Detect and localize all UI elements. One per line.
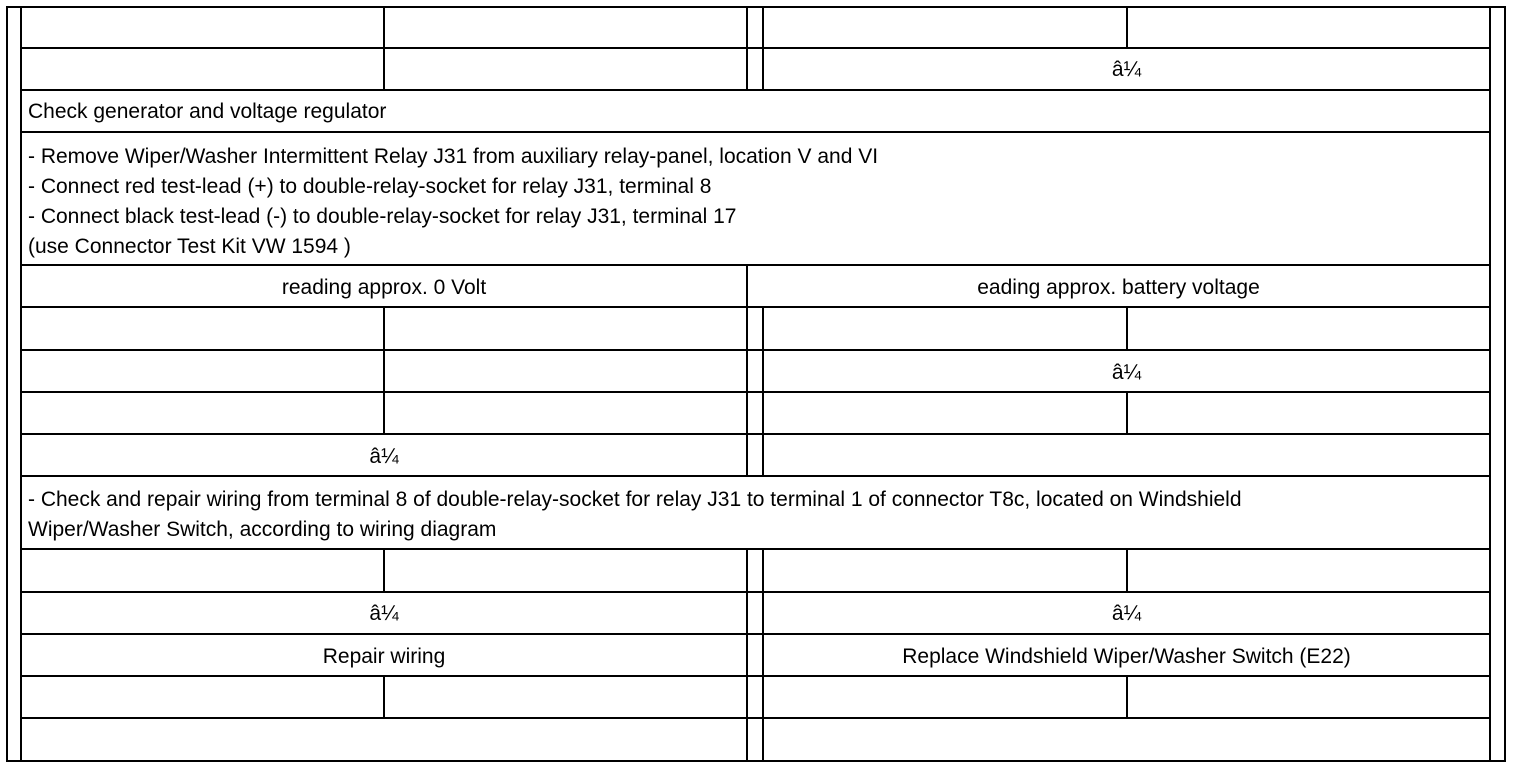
quarter-divider-right xyxy=(1126,548,1128,591)
quarter-divider-left xyxy=(383,306,385,434)
quarter-divider-left xyxy=(383,548,385,591)
heading-check-generator: Check generator and voltage regulator xyxy=(28,100,387,123)
flow-arrow-top: â¼ xyxy=(1111,58,1142,81)
row-divider xyxy=(20,131,1491,133)
check-wiring-instruction: Wiper/Washer Switch, according to wiring diagram xyxy=(28,518,497,541)
quarter-divider-right xyxy=(1126,675,1128,718)
center-divider xyxy=(762,306,764,476)
instruction-line: (use Connector Test Kit VW 1594 ) xyxy=(28,235,351,258)
row-divider xyxy=(20,264,1491,266)
quarter-divider-right xyxy=(1126,391,1128,434)
quarter-divider-left xyxy=(383,6,385,90)
row-divider xyxy=(20,717,1491,719)
row-divider xyxy=(20,306,1491,308)
row-divider xyxy=(20,89,1491,91)
check-wiring-instruction: - Check and repair wiring from terminal 8 of double-relay-socket for relay J31 to terminal 1 of connector T8c, located on Windshield xyxy=(28,488,1242,511)
row-divider xyxy=(20,433,1491,435)
reading-zero-volt: reading approx. 0 Volt xyxy=(281,276,487,299)
row-divider xyxy=(20,391,1491,393)
outer-border-right xyxy=(1504,6,1506,762)
flow-arrow: â¼ xyxy=(1111,602,1142,625)
flow-arrow: â¼ xyxy=(369,445,399,468)
row-divider xyxy=(20,548,1491,550)
border-bottom xyxy=(6,760,1506,762)
quarter-divider-right xyxy=(1126,306,1128,349)
row-divider xyxy=(20,675,1491,677)
flow-arrow: â¼ xyxy=(369,602,399,625)
quarter-divider-right xyxy=(1126,6,1128,48)
instruction-line: - Remove Wiper/Washer Intermittent Relay J31 from auxiliary relay-panel, location V and VI xyxy=(28,145,879,168)
reading-battery-voltage: eading approx. battery voltage xyxy=(977,276,1260,299)
outer-border-left xyxy=(6,6,8,762)
center-divider xyxy=(746,6,748,90)
inner-border-right xyxy=(1489,6,1491,762)
instruction-line: - Connect black test-lead (-) to double-relay-socket for relay J31, terminal 17 xyxy=(28,205,737,228)
replace-switch-action: Replace Windshield Wiper/Washer Switch (E22) xyxy=(902,645,1351,668)
border-top xyxy=(6,6,1506,8)
row-divider xyxy=(20,47,1491,49)
quarter-divider-left xyxy=(383,675,385,718)
center-divider xyxy=(746,548,748,762)
repair-wiring-action: Repair wiring xyxy=(322,645,446,668)
row-divider xyxy=(20,349,1491,351)
instruction-line: - Connect red test-lead (+) to double-relay-socket for relay J31, terminal 8 xyxy=(28,175,712,198)
row-divider xyxy=(20,633,1491,635)
row-divider xyxy=(20,591,1491,593)
row-divider xyxy=(20,475,1491,477)
flow-arrow: â¼ xyxy=(1111,361,1142,384)
